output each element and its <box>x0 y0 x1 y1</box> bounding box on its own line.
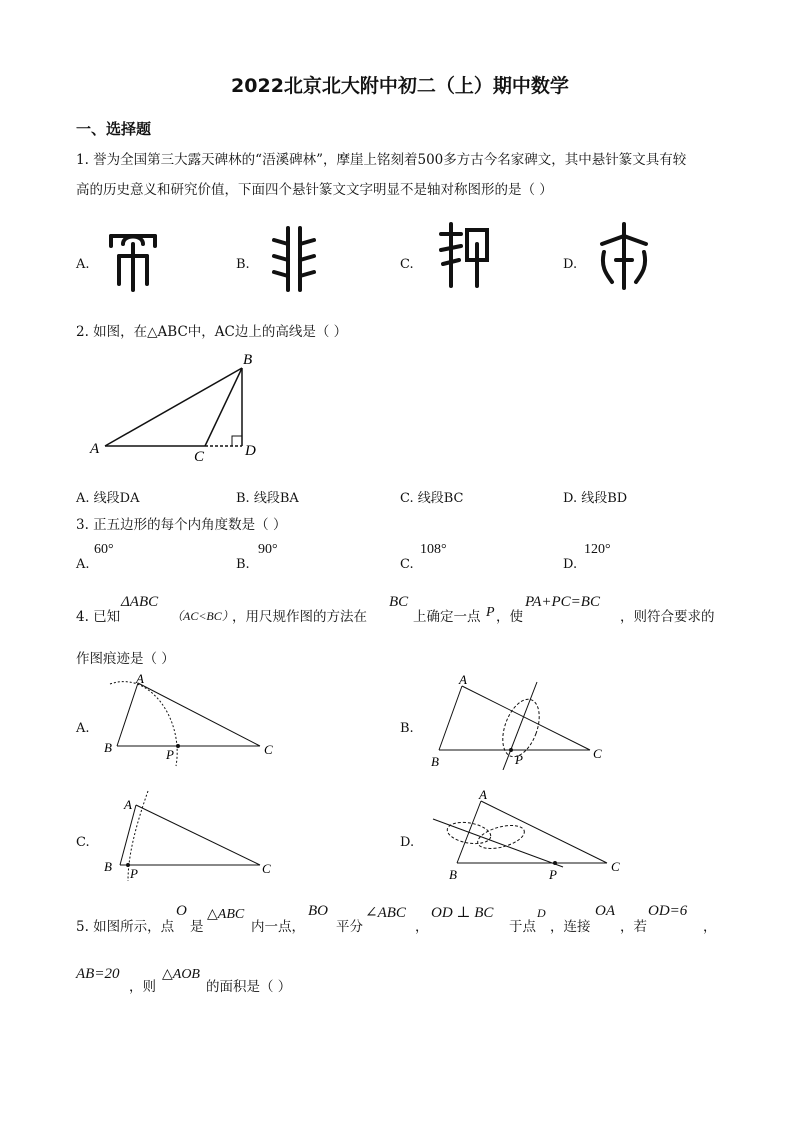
q2-option-d: D. 线段BD <box>563 491 628 506</box>
q4b-label-a: A <box>459 672 467 687</box>
q5-stem-part1: 5. 如图所示，点 <box>76 919 175 935</box>
q4-option-b: B. <box>400 721 414 736</box>
seal-char-b <box>268 222 320 294</box>
q4c-label-b: B <box>104 859 112 874</box>
q3-option-c-value: 108° <box>420 542 447 557</box>
page-title: 2022北京北大附中初二（上）期中数学 <box>231 75 569 97</box>
q3-option-b-letter: B. <box>236 557 250 572</box>
q5-point-d: D <box>537 906 546 920</box>
q1-option-c: C. <box>400 257 414 272</box>
q4-stem-part2: ，用尺规作图的方法在 <box>232 609 367 625</box>
q4d-label-p: P <box>549 867 557 882</box>
q4c-label-c: C <box>262 861 271 876</box>
q4c-label-a: A <box>124 797 132 812</box>
q3-option-b-value: 90° <box>258 542 278 557</box>
q4-stem-part3: 上确定一点 <box>413 609 481 625</box>
q4-stem-part1: 4. 已知 <box>76 609 121 625</box>
q4-stem-line2: 作图痕迹是（ ） <box>76 651 175 667</box>
q2-option-b: B. 线段BA <box>236 491 299 506</box>
q1-option-a: A. <box>76 257 90 272</box>
q4d-label-a: A <box>479 787 487 802</box>
q5-stem-part5: 于点 <box>509 919 536 935</box>
q3-option-d-value: 120° <box>584 542 611 557</box>
q3-stem: 3. 正五边形的每个内角度数是（ ） <box>76 517 287 533</box>
q4-figure-b <box>425 670 625 770</box>
q1-stem-line2: 高的历史意义和研究价值，下面四个悬针篆文文字明显不是轴对称图形的是（ ） <box>76 182 553 198</box>
seal-char-d <box>596 222 652 292</box>
q5-triangle-abc: △ABC <box>207 907 245 922</box>
q2-label-c: C <box>194 449 205 465</box>
q4-option-d: D. <box>400 835 415 850</box>
q3-option-a-value: 60° <box>94 542 114 557</box>
q4-figure-a <box>100 670 290 770</box>
q4a-label-a: A <box>136 671 144 686</box>
q2-label-d: D <box>245 443 256 459</box>
q5-point-o: O <box>176 903 187 919</box>
q4-stem-part4: ，使 <box>496 609 523 625</box>
q1-option-d: D. <box>563 257 578 272</box>
q4-figure-d <box>425 785 625 885</box>
q4a-label-b: B <box>104 740 112 755</box>
q5-stem-part8: ，则 <box>129 979 156 995</box>
q5-stem-part3: 内一点， <box>251 919 305 935</box>
q4b-label-p: P <box>515 752 523 767</box>
q3-option-d-letter: D. <box>563 557 578 572</box>
q4-figure-c <box>100 785 290 885</box>
seal-char-a <box>105 226 161 296</box>
section-heading: 一、选择题 <box>76 120 152 138</box>
q2-label-a: A <box>90 441 100 457</box>
q4a-label-p: P <box>166 747 174 762</box>
q2-triangle-figure <box>85 348 275 470</box>
q5-stem-part4: 平分 <box>336 919 363 935</box>
q5-perpendicular: OD ⊥ BC <box>431 905 494 921</box>
q4b-label-b: B <box>431 754 439 769</box>
q4c-label-p: P <box>130 866 138 881</box>
q5-stem-part6: ，连接 <box>550 919 591 935</box>
q5-angle-abc: ∠ABC <box>365 905 406 921</box>
q5-segment-oa: OA <box>595 903 615 919</box>
seal-char-c <box>437 220 493 292</box>
q1-stem-line1: 1. 誉为全国第三大露天碑林的“浯溪碑林”，摩崖上铭刻着500多方古今名家碑文，其中悬针篆文具有较 <box>76 152 687 168</box>
q5-stem-part9: 的面积是（ ） <box>206 979 292 995</box>
q4-option-c: C. <box>76 835 90 850</box>
q4-equation: PA+PC=BC <box>525 594 600 610</box>
q4-option-a: A. <box>76 721 90 736</box>
q2-stem: 2. 如图，在△ABC中，AC边上的高线是（ ） <box>76 324 348 340</box>
q4-triangle-abc: ΔABC <box>121 594 159 610</box>
q5-segment-bo: BO <box>308 903 328 919</box>
q2-option-a: A. 线段DA <box>76 491 140 506</box>
q4a-label-c: C <box>264 742 273 757</box>
q2-option-c: C. 线段BC <box>400 491 464 506</box>
q5-od-value: OD=6 <box>648 903 688 919</box>
q5-comma: ， <box>415 919 429 935</box>
q5-comma2: ， <box>703 919 717 935</box>
q1-option-b: B. <box>236 257 250 272</box>
q3-option-a-letter: A. <box>76 557 90 572</box>
q4d-label-c: C <box>611 859 620 874</box>
q5-triangle-aob: △AOB <box>162 967 200 982</box>
q4-condition: （AC<BC） <box>171 609 234 623</box>
q5-stem-part2: 是 <box>190 919 204 935</box>
q5-ab-value: AB=20 <box>76 966 120 982</box>
q4-point-p: P <box>486 605 495 620</box>
q3-option-c-letter: C. <box>400 557 414 572</box>
q4d-label-b: B <box>449 867 457 882</box>
q5-stem-part7: ，若 <box>620 919 647 935</box>
q4-stem-part5: ，则符合要求的 <box>620 609 715 625</box>
q2-label-b: B <box>243 352 253 368</box>
q4-segment-bc: BC <box>389 594 409 610</box>
q4b-label-c: C <box>593 746 602 761</box>
